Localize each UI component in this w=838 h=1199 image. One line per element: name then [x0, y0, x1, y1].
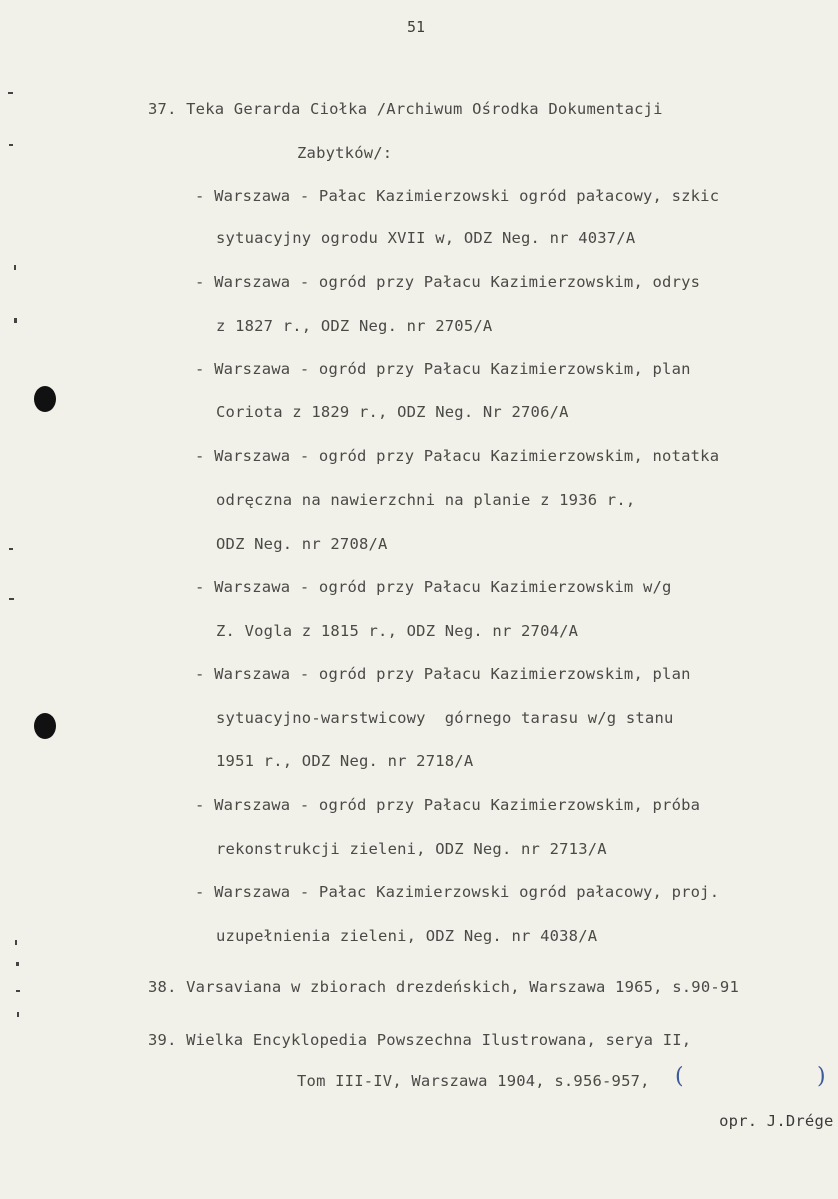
margin-mark: [17, 1012, 19, 1017]
text-line: Z. Vogla z 1815 r., ODZ Neg. nr 2704/A: [216, 622, 579, 640]
text-line: 39. Wielka Encyklopedia Powszechna Ilustrowana, serya II,: [148, 1031, 692, 1049]
text-line: Tom III-IV, Warszawa 1904, s.956-957,: [297, 1072, 660, 1090]
margin-mark: [9, 144, 13, 146]
handwritten-paren-open: (: [675, 1064, 684, 1089]
text-line: Zabytków/:: [297, 144, 393, 162]
text-line: - Warszawa - Pałac Kazimierzowski ogród pałacowy, proj.: [195, 883, 720, 901]
punch-hole-icon: [34, 713, 56, 739]
text-line: Coriota z 1829 r., ODZ Neg. Nr 2706/A: [216, 403, 569, 421]
margin-mark: [8, 92, 13, 94]
text-line: z 1827 r., ODZ Neg. nr 2705/A: [216, 317, 493, 335]
text-line: 1951 r., ODZ Neg. nr 2718/A: [216, 752, 474, 770]
margin-mark: [16, 990, 20, 992]
text-line: sytuacyjny ogrodu XVII w, ODZ Neg. nr 4037/A: [216, 229, 636, 247]
text-line: sytuacyjno-warstwicowy górnego tarasu w/g stanu: [216, 709, 674, 727]
text-line: 38. Varsaviana w zbiorach drezdeńskich, Warszawa 1965, s.90-91: [148, 978, 739, 996]
text-line: - Warszawa - ogród przy Pałacu Kazimierzowskim, plan: [195, 665, 691, 683]
handwritten-note-wrap: [675, 1064, 834, 1171]
handwritten-note: opr. J.Drége: [719, 1112, 834, 1130]
text-line: - Warszawa - ogród przy Pałacu Kazimierzowskim, plan: [195, 360, 691, 378]
handwritten-paren-close: ): [817, 1064, 826, 1089]
text-line: - Warszawa - ogród przy Pałacu Kazimierzowskim, odrys: [195, 273, 701, 291]
text-line: ODZ Neg. nr 2708/A: [216, 535, 388, 553]
text-line: - Warszawa - ogród przy Pałacu Kazimierzowskim w/g: [195, 578, 672, 596]
punch-hole-icon: [34, 386, 56, 412]
text-line: odręczna na nawierzchni na planie z 1936 r.,: [216, 491, 636, 509]
text-line: 37. Teka Gerarda Ciołka /Archiwum Ośrodka Dokumentacji: [148, 100, 663, 118]
text-line: rekonstrukcji zieleni, ODZ Neg. nr 2713/A: [216, 840, 607, 858]
margin-mark: [9, 598, 14, 600]
text-line: uzupełnienia zieleni, ODZ Neg. nr 4038/A: [216, 927, 598, 945]
margin-mark: [15, 940, 17, 945]
text-line: - Warszawa - Pałac Kazimierzowski ogród pałacowy, szkic: [195, 187, 720, 205]
margin-mark: [14, 318, 17, 323]
margin-mark: [14, 265, 16, 270]
text-line: - Warszawa - ogród przy Pałacu Kazimierzowskim, próba: [195, 796, 701, 814]
page-number: 51: [407, 18, 426, 36]
margin-mark: [16, 962, 19, 966]
margin-mark: [9, 548, 13, 550]
text-line: - Warszawa - ogród przy Pałacu Kazimierzowskim, notatka: [195, 447, 720, 465]
